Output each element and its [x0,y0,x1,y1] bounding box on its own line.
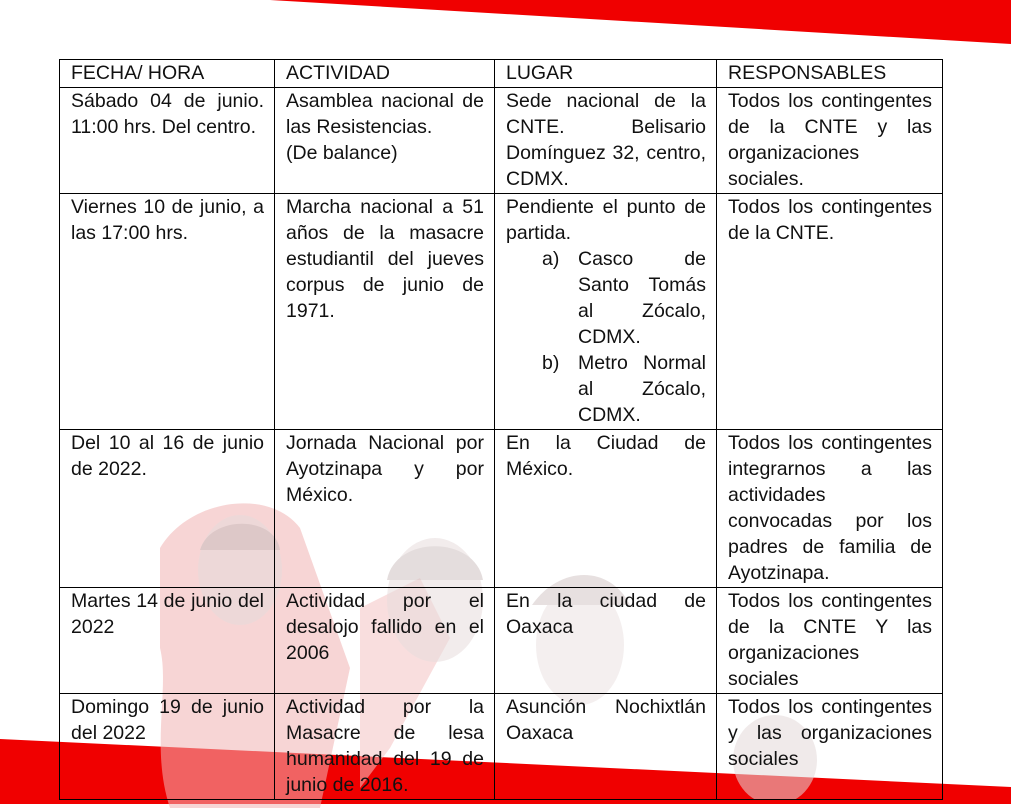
option-letter: a) [542,248,560,270]
table-row [60,194,943,430]
cell-actividad-line: (De balance) [286,142,398,164]
cell-actividad: Jornada Nacional por Ayotzinapa y por México. [275,430,495,588]
top-red-band [0,0,1011,44]
header-responsables: RESPONSABLES [717,60,943,88]
option-text: Metro Normal al Zócalo, CDMX. [578,352,706,426]
table-row [60,694,943,800]
cell-actividad [275,88,495,194]
schedule-table [59,59,943,800]
cell-lugar: En la ciudad de Oaxaca [495,588,717,694]
cell-lugar: Sede nacional de la CNTE. Belisario Domínguez 32, centro, CDMX. [495,88,717,194]
option-letter: b) [542,352,560,374]
cell-fecha: Martes 14 de junio del 2022 [60,588,275,694]
cell-fecha: Domingo 19 de junio del 2022 [60,694,275,800]
cell-fecha: Del 10 al 16 de junio de 2022. [60,430,275,588]
cell-responsables: Todos los contingentes de la CNTE y las organizaciones sociales. [717,88,943,194]
header-lugar: LUGAR [495,60,717,88]
header-fecha-hora: FECHA/ HORA [60,60,275,88]
header-row [60,60,943,88]
cell-fecha: Sábado 04 de junio. 11:00 hrs. Del centro. [60,88,275,194]
cell-responsables: Todos los contingentes integrarnos a las actividades convocadas por los padres de familia de Ayotzinapa. [717,430,943,588]
lugar-intro: Pendiente el punto de partida. [506,196,706,244]
table-row [60,88,943,194]
table-row [60,430,943,588]
cell-responsables: Todos los contingentes y las organizaciones sociales [717,694,943,800]
cell-actividad: Marcha nacional a 51 años de la masacre estudiantil del jueves corpus de junio de 1971. [275,194,495,430]
cell-actividad: Actividad por el desalojo fallido en el 2006 [275,588,495,694]
cell-lugar: En la Ciudad de México. [495,430,717,588]
lugar-option [506,246,706,350]
table-row [60,588,943,694]
cell-actividad-line: Asamblea nacional de las Resistencias. [286,90,484,138]
header-actividad: ACTIVIDAD [275,60,495,88]
cell-actividad: Actividad por la Masacre de lesa humanidad del 19 de junio de 2016. [275,694,495,800]
cell-lugar: Asunción Nochixtlán Oaxaca [495,694,717,800]
cell-fecha: Viernes 10 de junio, a las 17:00 hrs. [60,194,275,430]
cell-responsables: Todos los contingentes de la CNTE. [717,194,943,430]
cell-responsables: Todos los contingentes de la CNTE Y las organizaciones sociales [717,588,943,694]
cell-lugar [495,194,717,430]
option-text: Casco de Santo Tomás al Zócalo, CDMX. [578,248,706,348]
lugar-option [506,350,706,428]
